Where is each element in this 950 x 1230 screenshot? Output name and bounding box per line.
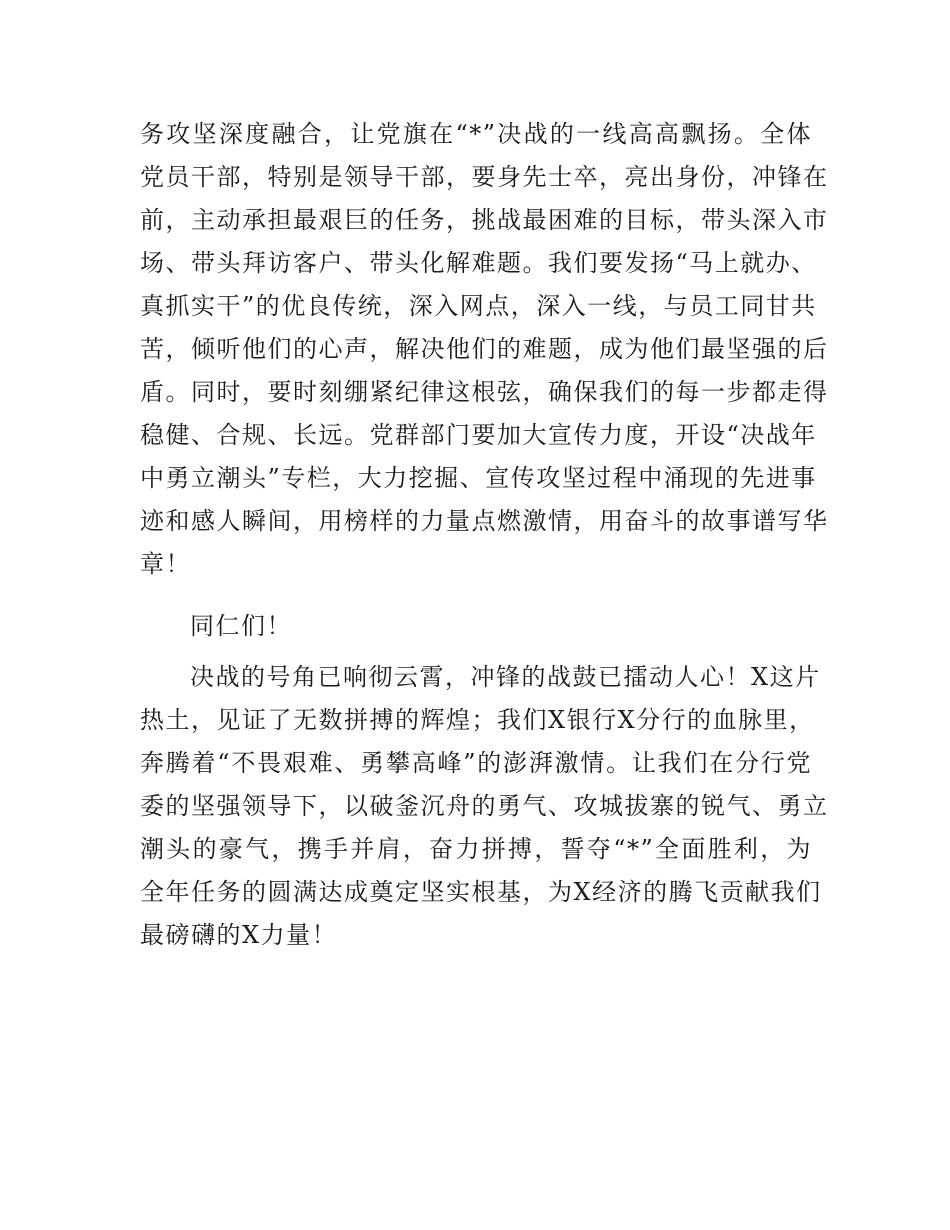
paragraph-line: 最磅礴的X力量！: [140, 921, 338, 949]
paragraph-line: 委的坚强领导下，以破釜沉舟的勇气、攻城拔寨的锐气、勇立: [140, 792, 829, 820]
paragraph-line: 潮头的豪气，携手并肩，奋力拼搏，誓夺“*”全面胜利，为: [140, 835, 812, 863]
paragraph-line: 盾。同时，要时刻绷紧纪律这根弦，确保我们的每一步都走得: [140, 378, 829, 406]
paragraph-line: 全年任务的圆满达成奠定坚实根基，为X经济的腾飞贡献我们: [140, 878, 822, 906]
paragraph-line: 务攻坚深度融合，让党旗在“*”决战的一线高高飘扬。全体: [140, 120, 812, 148]
paragraph-line: 热土，见证了无数拼搏的辉煌；我们X银行X分行的血脉里，: [140, 706, 815, 734]
greeting-line: 同仁们！: [190, 612, 292, 640]
paragraph-line: 章！: [140, 550, 191, 578]
paragraph-line: 决战的号角已响彻云霄，冲锋的战鼓已擂动人心！X这片: [190, 663, 821, 691]
paragraph-line: 党员干部，特别是领导干部，要身先士卒，亮出身份，冲锋在: [140, 163, 829, 191]
paragraph-line: 稳健、合规、长远。党群部门要加大宣传力度，开设“决战年: [140, 421, 817, 449]
paragraph-line: 真抓实干”的优良传统，深入网点，深入一线，与员工同甘共: [140, 292, 817, 320]
paragraph-line: 迹和感人瞬间，用榜样的力量点燃激情，用奋斗的故事谱写华: [140, 507, 829, 535]
paragraph-line: 苦，倾听他们的心声，解决他们的难题，成为他们最坚强的后: [140, 335, 829, 363]
paragraph-line: 中勇立潮头”专栏，大力挖掘、宣传攻坚过程中涌现的先进事: [140, 464, 817, 492]
paragraph-line: 奔腾着“不畏艰难、勇攀高峰”的澎湃激情。让我们在分行党: [140, 749, 812, 777]
paragraph-line: 前，主动承担最艰巨的任务，挑战最困难的目标，带头深入市: [140, 206, 829, 234]
paragraph-line: 场、带头拜访客户、带头化解难题。我们要发扬“马上就办、: [140, 249, 817, 277]
